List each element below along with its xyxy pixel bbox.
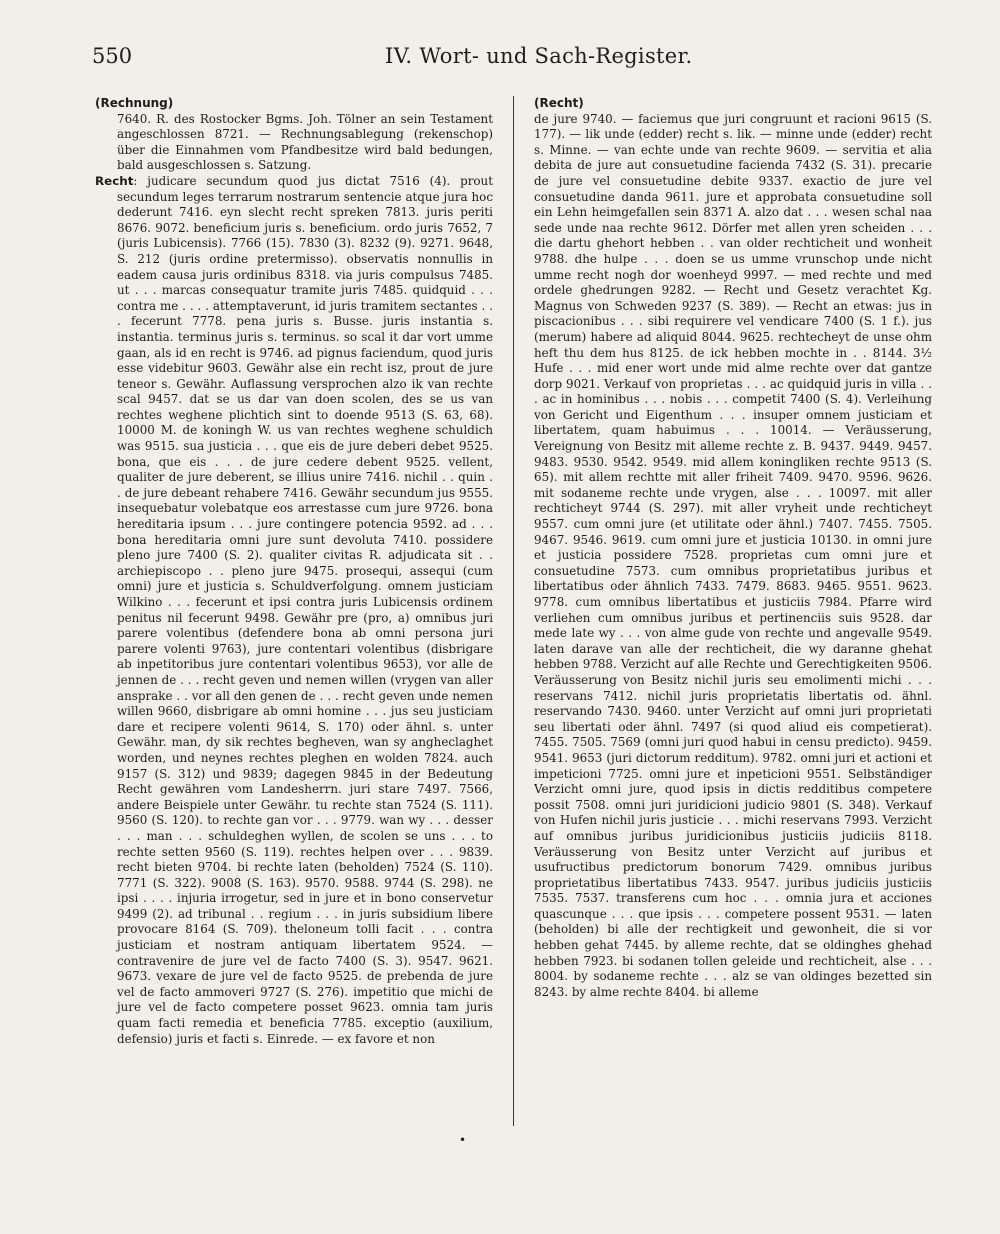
entry-recht: [95, 174, 493, 1047]
right-column-heading: (Recht): [534, 96, 584, 110]
column-divider: [513, 96, 514, 1126]
bottom-mark: •: [459, 1133, 467, 1147]
left-column-heading: (Rechnung): [95, 96, 174, 110]
left-column: [95, 96, 493, 1146]
lemma-recht: Recht: [95, 173, 134, 188]
entry-rechnung-continued: [95, 112, 493, 174]
entry-recht-text: : judicare secundum quod jus dictat 7516 (4). prout secundum leges terrarum nostrarum sentencie atque jura hoc dederunt 7416. eyn slecht recht spreken 7813. juris periti 8676. 9072. beneficium juris s. beneficium. ordo juris 7652, 7 (juris Lubicensis). 7766 (15). 7830 (3). 8232 (9). 9271. 9648, S. 212 (juris ordine pretermisso). observatis nonnullis in eadem causa juris ordinibus 8318. via juris compulsus 7485. ut . . . marcas consequatur tramite juris 7485. quidquid . . . contra me . . . . attemptaverunt, id juris tramitem sectantes . . . fecerunt 7778. pena juris s. Busse. juris instantia s. instantia. terminus juris s. terminus. so scal it dar vort umme gaan, als id en recht is 9746. ad pignus faciendum, quod juris esse videbitur 9603. Gewähr alse ein recht isz, prout de jure teneor s. Gewähr. Auflassung versprochen alzo ik van rechte scal 9457. dat se us dar van doen scolen, des se us van rechtes weghene plichtich sint to doende 9513 (S. 63, 68). 10000 M. de koningh W. us van rechtes weghene schuldich was 9515. sua justicia . . . que eis de jure deberi debet 9525. bona, que eis . . . de jure cedere debent 9525. vellent, qualiter de jure deberent, se illius unire 7416. nichil . . quin . . de jure debeant rehabere 7416. Gewähr secundum jus 9555. insequebatur volebatque eos arrestasse cum jure 9726. bona hereditaria ipsum . . . jure contingere potencia 9592. ad . . . bona hereditaria omni jure sunt devoluta 7410. possidere pleno jure 7400 (S. 2). qualiter civitas R. adjudicata sit . . archiepiscopo . . pleno jure 9475. prosequi, assequi (cum omni) jure et justicia s. Schuldverfolgung. omnem justiciam Wilkino . . . fecerunt et ipsi contra juris Lubicensis ordinem penitus nil fecerunt 9498. Gewähr pre (pro, a) omnibus juri parere volentibus (defendere bona ab omni persona juri parere volenti 9763), jure contentari volentibus (disbrigare ab inpetitoribus jure contentari volentibus 9653), vor alle de jennen de . . . recht geven und nemen willen (vrygen van aller ansprake . . vor all den genen de . . . recht geven unde nemen willen 9660, disbrigare ab omni homine . . . jus seu justiciam dare et recipere volenti 9614, S. 170) oder ähnl. s. unter Gewähr. man, dy sik rechtes begheven, wan sy angheclaghet worden, und neynes rechtes pleghen en wolden 7824. auch 9157 (S. 312) und 9839; dagegen 9845 in der Bedeutung Recht gewähren vom Landesherrn. juri stare 7497. 7566, andere Beispiele unter Gewähr. tu rechte stan 7524 (S. 111). 9560 (S. 120). to rechte gan vor . . . 9779. wan wy . . . desser . . . man . . . schuldeghen wyllen, de scolen se uns . . . to rechte setten 9560 (S. 119). rechtes helpen over . . . 9839. recht bieten 9704. bi rechte laten (beholden) 7524 (S. 110). 7771 (S. 322). 9008 (S. 163). 9570. 9588. 9744 (S. 298). ne ipsi . . . . injuria irrogetur, sed in jure et in bono conservetur 9499 (2). ad tribunal . . regium . . . in juris subsidium libere provocare 8164 (S. 709). theloneum tolli facit . . . contra justiciam et nostram antiquam libertatem 9524. — contravenire de jure vel de facto 7400 (S. 3). 9547. 9621. 9673. vexare de jure vel de facto 9525. de prebenda de jure vel de facto ammoveri 9727 (S. 276). impetitio que michi de jure vel de facto competere posset 9623. omnia tam juris quam facti remedia et beneficia 7785. exceptio (auxilium, defensio) juris et facti s. Einrede. — ex favore et non: [117, 173, 493, 1046]
entry-recht-continued: de jure 9740. — faciemus que juri congruunt et racioni 9615 (S. 177). — lik unde (edder) recht s. lik. — minne unde (edder) recht s. Minne. — van echte unde van rechte 9609. — servitia et alia debita de jure aut consuetudine facienda 7432 (S. 31). precarie de jure vel consuetudine debite 9337. exactio de jure vel consuetudine danda 9611. jure et approbata consuetudine soll ein Lehn heimgefallen sein 8371 A. alzo dat . . . wesen schal naa sede unde naa rechte 9612. Dörfer met allen yren scheiden . . . die dartu ghehort hebben . . van older rechticheit und wonheit 9788. dhe hulpe . . . doen se us umme vrunschop unde nicht umme recht nogh dor woenheyd 9997. — med rechte und med ordele ghedrungen 9282. — Recht und Gesetz verachtet Kg. Magnus von Schweden 9237 (S. 389). — Recht an etwas: jus in piscacionibus . . . sibi requirere vel vendicare 7400 (S. 1 f.). jus (merum) habere ad aliquid 8044. 9625. rechtecheyt de unse ohm heft thu dem hus 8125. de ick hebben mochte in . . 8144. 3½ Hufe . . . mid ener wort unde mid alme rechte over dat gantze dorp 9021. Verkauf von proprietas . . . ac quidquid juris in villa . . . ac in hominibus . . . nobis . . . competit 7400 (S. 4). Verleihung von Gericht und Eigenthum . . . insuper omnem justiciam et libertatem, quam habuimus . . . 10014. — Veräusserung, Vereignung von Besitz mit alleme rechte z. B. 9437. 9449. 9457. 9483. 9530. 9542. 9549. mid allem koningliken rechte 9513 (S. 65). mit allem rechtte mit aller friheit 7409. 9470. 9596. 9626. mit sodaneme rechte unde vrygen, alse . . . 10097. mit aller rechticheyt 9744 (S. 297). mit aller vryheit unde rechticheyt 9557. cum omni jure (et utilitate oder ähnl.) 7407. 7455. 7505. 9467. 9546. 9619. cum omni jure et justicia 10130. in omni jure et justicia possidere 7528. proprietas cum omni jure et consuetudine 7573. cum omnibus proprietatibus juribus et libertatibus oder ähnlich 7433. 7479. 8683. 9465. 9551. 9623. 9778. cum omnibus libertatibus et justiciis 7984. Pfarre wird verliehen cum omnibus juribus et pertinenciis suis 9528. dar mede late wy . . . von alme gude von rechte und angevalle 9549. laten darave van alle der rechticheit, die wy daranne ghehat hebben 9788. Verzicht auf alle Rechte und Gerechtigkeiten 9506. Veräusserung von Besitz nichil juris seu emolimenti michi . . . reservans 7412. nichil juris proprietatis libertatis od. ähnl. reservando 7430. 9460. unter Verzicht auf omni juri proprietati seu libertati oder ähnl. 7497 (si quod aliud eis competierat). 7455. 7505. 7569 (omni juri quod habui in censu predicto). 9459. 9541. 9653 (juri dictorum redditum). 9782. omni juri et actioni et impeticioni 7725. omni jure et inpeticioni 9551. Selbständiger Verzicht omni jure, quod ipsis in dictis redditibus competere possit 7508. omni juri juridicioni judicio 9801 (S. 348). Verkauf von Hufen nichil juris justicie . . . michi reservans 7993. Verzicht auf omnibus juribus juridicionibus justiciis judiciis 8118. Veräusserung von Besitz unter Verzicht auf juribus et usufructibus predictorum bonorum 7429. omnibus juribus proprietatibus libertatibus 7433. 9547. juribus judiciis justiciis 7535. 7537. transferens cum hoc . . . omnia jura et acciones quascunque . . . que ipsis . . . competere possent 9531. — laten (beholden) bi alle der rechtigkeit und gewonheit, die si vor hebben gehat 7445. by alleme rechte, dat se oldinghes ghehad hebben 7923. bi sodanen tollen geleide und rechticheit, alse . . . 8004. by sodaneme rechte . . . alz se van oldinges bezetted sin 8243. by alme rechte 8404. bi alleme: [534, 111, 932, 999]
right-column: [534, 96, 932, 1146]
page-number: 550: [92, 44, 133, 68]
entry-rechnung-text: 7640. R. des Rostocker Bgms. Joh. Tölner an sein Testament angeschlossen 8721. — Rechnungsablegung (rekenschop) über die Einnahmen vom Pfandbesitze wird bald bedungen, bald ausgeschlossen s. Satzung.: [117, 111, 493, 173]
running-head: IV. Wort- und Sach-Register.: [385, 44, 693, 68]
